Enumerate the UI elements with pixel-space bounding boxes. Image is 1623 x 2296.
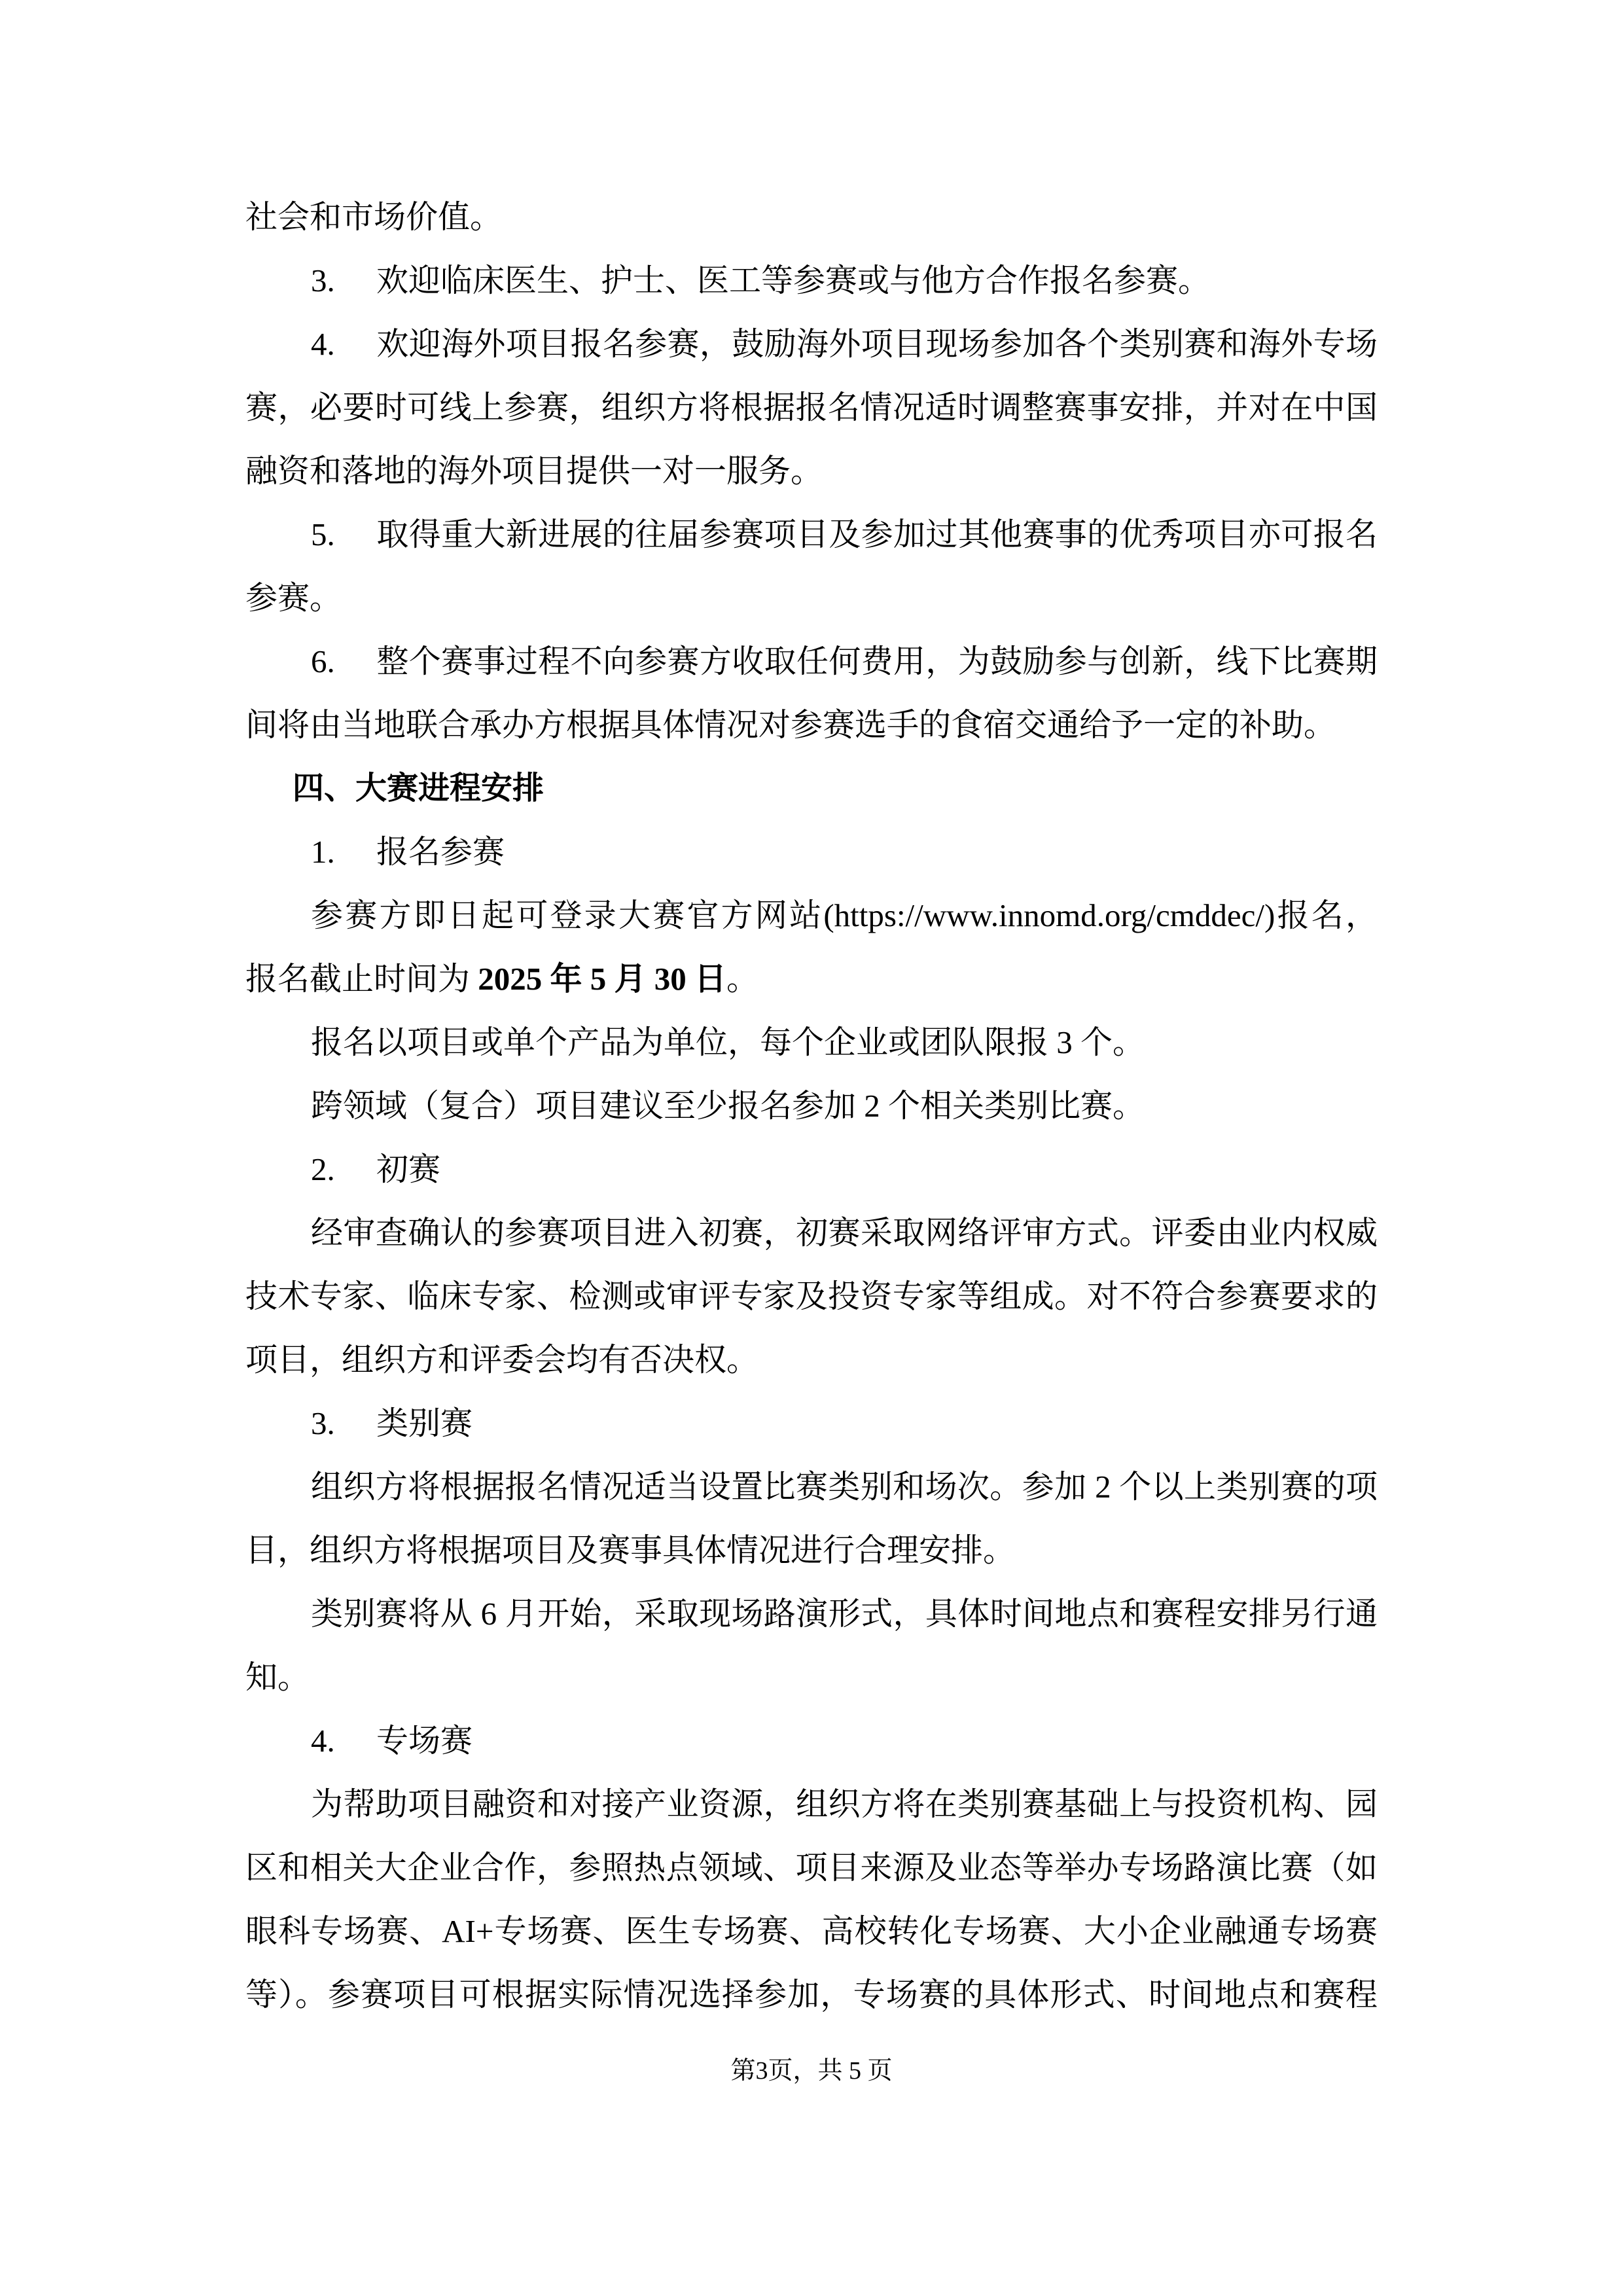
text-run: 报名截止时间为 [245,961,478,997]
text-run: 欢迎海外项目报名参赛，鼓励海外项目现场参加各个类别赛和海外专场 [376,326,1378,362]
text-run: 融资和落地的海外项目提供一对一服务。 [245,453,823,489]
list-number: 5. [311,516,335,552]
paragraph-line [245,1963,1378,2026]
text-run: 社会和市场价值。 [245,199,503,235]
text-run: 经审查确认的参赛项目进入初赛，初赛采取网络评审方式。评委由业内权威 [311,1215,1378,1251]
paragraph-line [245,630,1378,693]
paragraph-line [245,1138,1378,1201]
paragraph-line [245,1709,1378,1772]
text-run: 2025 年 5 月 30 日 [478,961,727,997]
paragraph-line [245,1201,1378,1265]
paragraph-line [245,1836,1378,1899]
text-run: 等）。参赛项目可根据实际情况选择参加，专场赛的具体形式、时间地点和赛程 [245,1977,1378,2013]
text-run: 整个赛事过程不向参赛方收取任何费用，为鼓励参与创新，线下比赛期 [376,643,1378,679]
list-number: 1. [311,834,335,870]
text-run: 眼科专场赛、AI+专场赛、医生专场赛、高校转化专场赛、大小企业融通专场赛 [245,1913,1378,1949]
text-run: 欢迎临床医生、护士、医工等参赛或与他方合作报名参赛。 [376,262,1211,298]
list-number: 2. [311,1151,335,1187]
text-run: 知。 [245,1659,310,1695]
paragraph-line [245,1899,1378,1963]
text-run: 组织方将根据报名情况适当设置比赛类别和场次。参加 2 个以上类别赛的项 [311,1469,1378,1505]
text-run: 类别赛 [376,1405,473,1441]
paragraph-line [245,1582,1378,1645]
paragraph-line [245,249,1378,312]
paragraph-line [245,884,1378,947]
text-run: 专场赛 [376,1723,473,1759]
paragraph-line [245,1455,1378,1518]
paragraph-line [245,1328,1378,1391]
text-run: 为帮助项目融资和对接产业资源，组织方将在类别赛基础上与投资机构、园 [311,1786,1378,1822]
text-run: 参赛。 [245,580,342,616]
paragraph-line [245,1391,1378,1455]
paragraph-line [245,820,1378,884]
document-body [245,185,1378,2026]
text-run: 取得重大新进展的往届参赛项目及参加过其他赛事的优秀项目亦可报名 [376,516,1378,552]
paragraph-line [245,1265,1378,1328]
text-run: 初赛 [376,1151,441,1187]
text-run: 目，组织方将根据项目及赛事具体情况进行合理安排。 [245,1532,1016,1568]
paragraph-line [245,439,1378,503]
paragraph-line [245,503,1378,566]
paragraph-line [245,1645,1378,1709]
list-number: 6. [311,643,335,679]
paragraph-line [245,947,1378,1011]
page-number-footer: 第3页，共 5 页 [730,2057,893,2085]
text-run: 四、大赛进程安排 [293,771,544,806]
paragraph-line [245,185,1378,249]
paragraph-line [245,693,1378,757]
paragraph-line [245,312,1378,376]
list-number: 3. [311,262,335,298]
text-run: 间将由当地联合承办方根据具体情况对参赛选手的食宿交通给予一定的补助。 [245,707,1336,743]
text-run: 区和相关大企业合作，参照热点领域、项目来源及业态等举办专场路演比赛（如 [245,1850,1378,1886]
list-number: 4. [311,326,335,362]
list-number: 3. [311,1405,335,1441]
list-number: 4. [311,1723,335,1759]
paragraph-line [245,566,1378,630]
text-run: 报名以项目或单个产品为单位，每个企业或团队限报 3 个。 [311,1024,1145,1060]
paragraph-line [245,1518,1378,1582]
paragraph-line [245,1011,1378,1074]
text-run: 赛，必要时可线上参赛，组织方将根据报名情况适时调整赛事安排，并对在中国 [245,389,1378,425]
text-run: 技术专家、临床专家、检测或审评专家及投资专家等组成。对不符合参赛要求的 [245,1278,1378,1314]
text-run: 类别赛将从 6 月开始，采取现场路演形式，具体时间地点和赛程安排另行通 [311,1596,1378,1632]
paragraph-line [245,1074,1378,1138]
paragraph-line [245,1772,1378,1836]
text-run: 项目，组织方和评委会均有否决权。 [245,1342,759,1378]
text-run: 跨领域（复合）项目建议至少报名参加 2 个相关类别比赛。 [311,1088,1145,1124]
text-run: 参赛方即日起可登录大赛官方网站(https://www.innomd.org/cmddec/)报名， [311,897,1378,933]
paragraph-line [245,376,1378,439]
text-run: 报名参赛 [376,834,505,870]
section-heading [245,757,1378,820]
text-run: 。 [726,961,759,997]
